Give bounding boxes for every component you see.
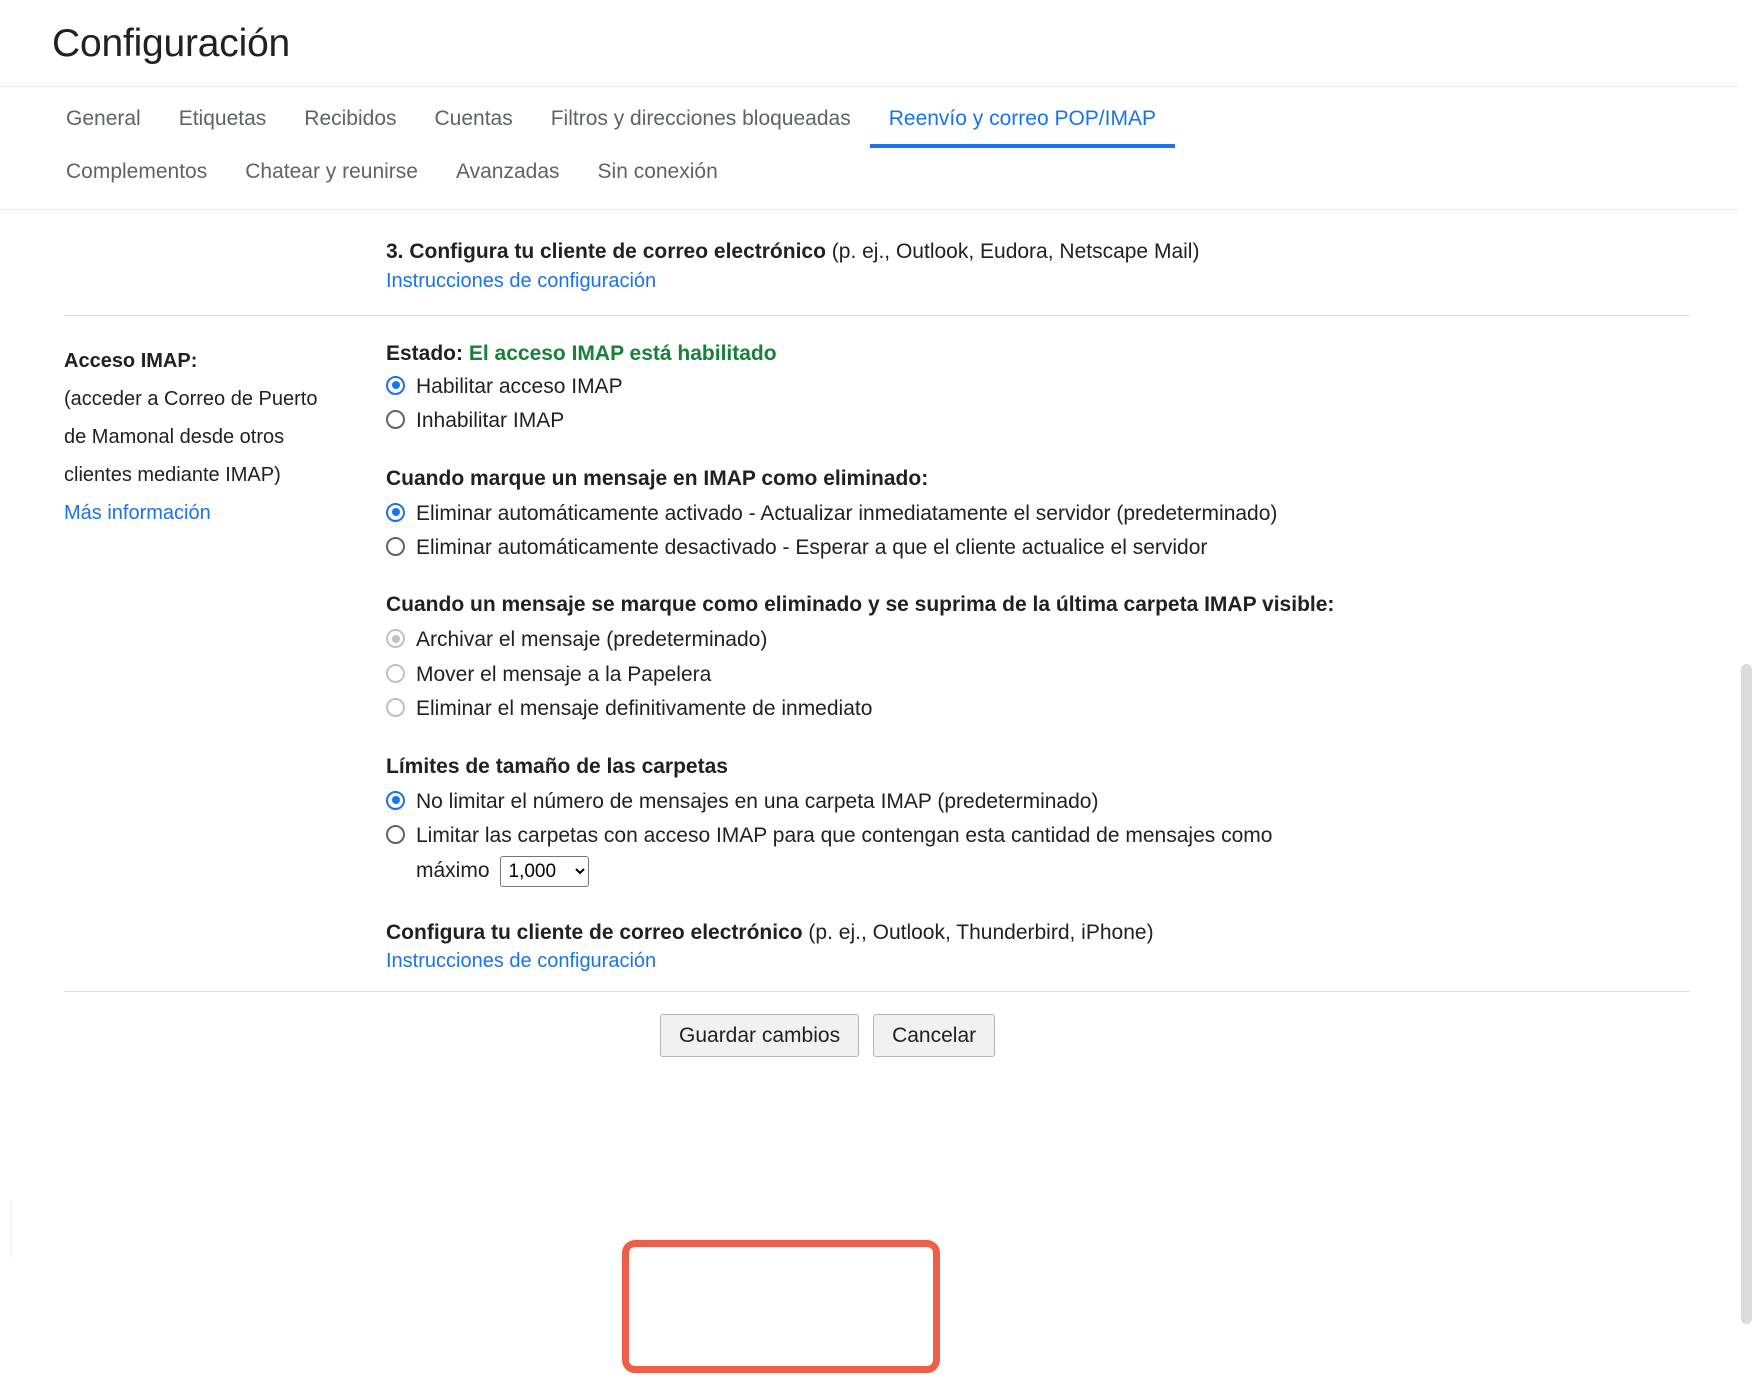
radio-archive-message-icon[interactable]	[386, 629, 405, 648]
page-title: Configuración	[52, 22, 291, 65]
tab-reenvio-y-correo-pop-imap[interactable]: Reenvío y correo POP/IMAP	[870, 87, 1175, 148]
left-edge-strip	[0, 1200, 12, 1260]
configure-client-instructions-link[interactable]: Instrucciones de configuración	[386, 950, 657, 973]
deleted-flag-option-auto-off-label: Eliminar automáticamente desactivado - Esperar a que el cliente actualice el servidor	[416, 536, 1208, 559]
expunge-option-trash-label: Mover el mensaje a la Papelera	[416, 662, 712, 686]
imap-body-col	[386, 342, 1714, 973]
tab-chatear-y-reunirse[interactable]: Chatear y reunirse	[245, 160, 418, 184]
configure-client-heading	[386, 917, 1714, 949]
configure-client-title: Configura tu cliente de correo electrónico	[386, 920, 803, 944]
settings-tabs	[0, 87, 1754, 210]
tab-etiquetas[interactable]: Etiquetas	[178, 107, 267, 130]
tabs-row-secondary	[52, 148, 1754, 209]
tab-sin-conexion[interactable]: Sin conexión	[597, 160, 718, 184]
radio-disable-imap-icon[interactable]	[386, 410, 405, 429]
save-button-highlight-annotation	[622, 1240, 940, 1373]
settings-content	[0, 210, 1754, 1057]
step3-label-col	[64, 236, 386, 293]
folder-limits-option-unlimited[interactable]	[386, 787, 1714, 817]
deleted-flag-group	[386, 467, 1714, 564]
step3-instructions-link[interactable]: Instrucciones de configuración	[386, 269, 657, 292]
expunge-option-archive[interactable]	[386, 625, 1714, 655]
step3-instructions-wrap	[386, 270, 1714, 293]
tab-recibidos[interactable]: Recibidos	[304, 107, 397, 130]
imap-more-info-wrap	[64, 494, 386, 532]
step3-body-col	[386, 236, 1714, 293]
save-button[interactable]: Guardar cambios	[660, 1014, 859, 1057]
imap-enable-option[interactable]	[386, 372, 1714, 402]
deleted-flag-option-auto-off[interactable]	[386, 533, 1714, 563]
step3-heading	[386, 236, 1714, 268]
configure-client-group	[386, 917, 1714, 974]
imap-section	[0, 316, 1754, 973]
folder-limits-max-row	[416, 856, 1714, 887]
imap-status-value: El acceso IMAP está habilitado	[468, 341, 777, 365]
radio-auto-expunge-on-icon[interactable]	[386, 503, 405, 522]
imap-label-note-2: de Mamonal desde otros	[64, 425, 285, 448]
radio-limit-icon[interactable]	[386, 825, 405, 844]
configure-client-instructions-wrap	[386, 950, 1714, 973]
scrollbar-thumb[interactable]	[1741, 664, 1752, 1324]
folder-limits-option-limited[interactable]	[386, 821, 1714, 851]
deleted-flag-option-auto-on-label: Eliminar automáticamente activado - Actualizar inmediatamente el servidor (predeterminado)	[416, 501, 1278, 525]
folder-limits-max-label: máximo	[416, 859, 490, 883]
expunge-group	[386, 593, 1714, 724]
imap-disable-label: Inhabilitar IMAP	[416, 409, 565, 433]
imap-enable-label: Habilitar acceso IMAP	[416, 374, 623, 398]
deleted-flag-title: Cuando marque un mensaje en IMAP como eliminado:	[386, 466, 929, 490]
radio-auto-expunge-off-icon[interactable]	[386, 537, 405, 556]
folder-limit-select[interactable]	[500, 856, 589, 887]
folder-limits-option-limited-label: Limitar las carpetas con acceso IMAP para que contengan esta cantidad de mensajes como	[416, 824, 1273, 848]
expunge-option-delete-label: Eliminar el mensaje definitivamente de inmediato	[416, 697, 873, 721]
configure-client-hint: (p. ej., Outlook, Thunderbird, iPhone)	[808, 920, 1154, 944]
folder-limits-title: Límites de tamaño de las carpetas	[386, 754, 728, 778]
footer-buttons	[0, 992, 1754, 1057]
page-scrollbar[interactable]	[1738, 0, 1754, 1382]
radio-delete-forever-icon[interactable]	[386, 698, 405, 717]
radio-no-limit-icon[interactable]	[386, 791, 405, 810]
tab-general[interactable]: General	[66, 107, 141, 130]
deleted-flag-option-auto-on[interactable]	[386, 499, 1714, 529]
imap-label-col	[64, 342, 386, 973]
expunge-option-trash[interactable]	[386, 660, 1714, 690]
expunge-option-archive-label: Archivar el mensaje (predeterminado)	[416, 628, 768, 652]
page-header	[0, 0, 1754, 87]
tabs-row-primary	[52, 87, 1754, 148]
tab-avanzadas[interactable]: Avanzadas	[455, 160, 560, 184]
expunge-option-delete[interactable]	[386, 694, 1714, 724]
radio-enable-imap-icon[interactable]	[386, 376, 405, 395]
imap-status-prefix: Estado:	[386, 341, 464, 365]
tab-complementos[interactable]: Complementos	[66, 160, 208, 184]
imap-status-line	[386, 342, 1714, 366]
imap-label-note-3: clientes mediante IMAP)	[64, 463, 281, 486]
cancel-button[interactable]: Cancelar	[873, 1014, 995, 1057]
step3-row	[0, 236, 1754, 293]
expunge-title: Cuando un mensaje se marque como eliminado y se suprima de la última carpeta IMAP visible:	[386, 593, 1335, 617]
more-info-link[interactable]: Más información	[64, 501, 211, 524]
tab-filtros-y-direcciones-bloqueadas[interactable]: Filtros y direcciones bloqueadas	[550, 107, 851, 130]
tab-cuentas[interactable]: Cuentas	[434, 107, 513, 130]
folder-limits-option-unlimited-label: No limitar el número de mensajes en una carpeta IMAP (predeterminado)	[416, 789, 1099, 813]
step3-title: 3. Configura tu cliente de correo electrónico	[386, 240, 826, 264]
step3-hint: (p. ej., Outlook, Eudora, Netscape Mail)	[831, 240, 1200, 264]
folder-limits-group	[386, 755, 1714, 887]
imap-label-note-1: (acceder a Correo de Puerto	[64, 387, 318, 410]
step3-section	[0, 210, 1754, 293]
radio-move-to-trash-icon[interactable]	[386, 664, 405, 683]
imap-label-title: Acceso IMAP:	[64, 349, 198, 372]
imap-row	[0, 342, 1754, 973]
imap-disable-option[interactable]	[386, 406, 1714, 436]
